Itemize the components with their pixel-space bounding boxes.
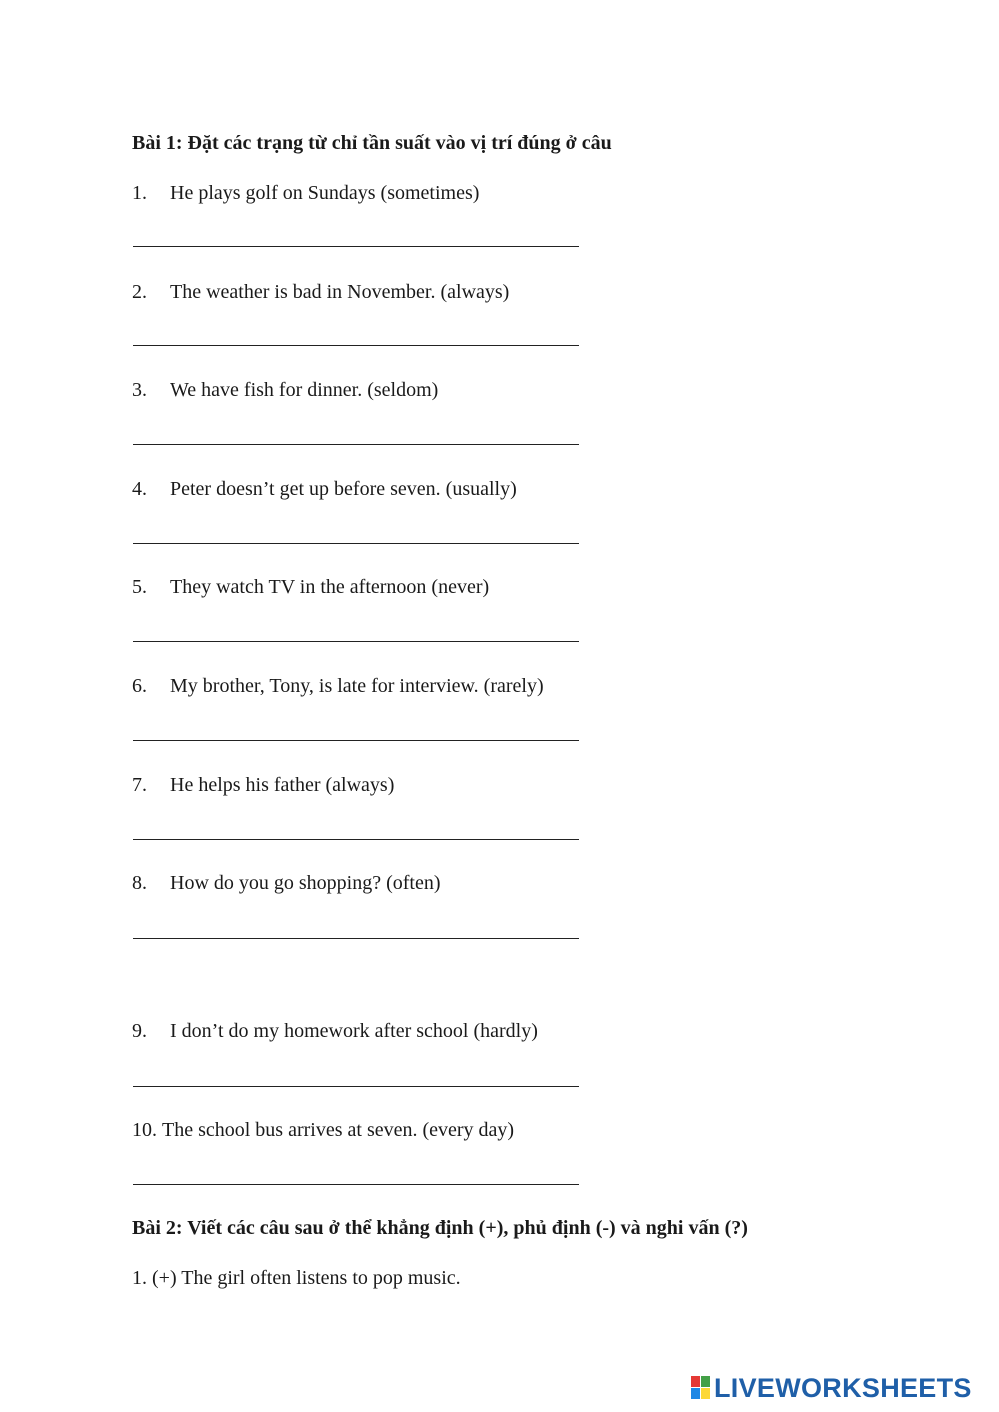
answer-line-10[interactable] — [133, 1184, 579, 1185]
answer-line-9[interactable] — [133, 1086, 579, 1087]
question-text: They watch TV in the afternoon (never) — [170, 576, 490, 598]
question-text: He helps his father (always) — [170, 774, 395, 796]
question-text: Peter doesn’t get up before seven. (usually) — [170, 478, 517, 500]
answer-line-4[interactable] — [133, 543, 579, 544]
question-number: 8. — [132, 872, 147, 894]
question-number: 3. — [132, 379, 147, 401]
answer-line-6[interactable] — [133, 740, 579, 741]
answer-line-1[interactable] — [133, 246, 579, 247]
section2-title: Bài 2: Viết các câu sau ở thể khẳng định (+), phủ định (-) và nghi vấn (?) — [132, 1217, 748, 1239]
question-1 — [132, 181, 479, 205]
question-text: My brother, Tony, is late for interview. (rarely) — [170, 675, 544, 697]
answer-line-2[interactable] — [133, 345, 579, 346]
liveworksheets-logo[interactable] — [691, 1370, 972, 1406]
question-number: 7. — [132, 774, 147, 796]
question-8 — [132, 871, 441, 895]
question-number: 4. — [132, 478, 147, 500]
question-number: 6. — [132, 675, 147, 697]
question-text: The school bus arrives at seven. (every day) — [162, 1119, 515, 1141]
answer-line-8[interactable] — [133, 938, 579, 939]
question-7 — [132, 773, 394, 797]
question-5 — [132, 575, 489, 599]
question-text: I don’t do my homework after school (hardly) — [170, 1020, 538, 1042]
question-6 — [132, 674, 544, 698]
answer-line-7[interactable] — [133, 839, 579, 840]
answer-line-5[interactable] — [133, 641, 579, 642]
question-text: (+) The girl often listens to pop music. — [152, 1267, 461, 1289]
question-9 — [132, 1019, 538, 1043]
question-4 — [132, 477, 517, 501]
liveworksheets-logo-icon — [691, 1376, 711, 1400]
question-number: 1. — [132, 1267, 147, 1289]
question-text: How do you go shopping? (often) — [170, 872, 441, 894]
section1-title: Bài 1: Đặt các trạng từ chỉ tần suất vào vị trí đúng ở câu — [132, 132, 612, 154]
question-text: He plays golf on Sundays (sometimes) — [170, 182, 480, 204]
question-number: 5. — [132, 576, 147, 598]
question-number: 2. — [132, 281, 147, 303]
question-3 — [132, 378, 438, 402]
question-2 — [132, 280, 509, 304]
question-10 — [132, 1118, 514, 1142]
question-text: The weather is bad in November. (always) — [170, 281, 510, 303]
question-number: 10. — [132, 1119, 157, 1141]
section2-question-1 — [132, 1266, 461, 1290]
logo-text: LIVEWORKSHEETS — [714, 1373, 972, 1403]
question-number: 1. — [132, 182, 147, 204]
question-number: 9. — [132, 1020, 147, 1042]
question-text: We have fish for dinner. (seldom) — [170, 379, 439, 401]
answer-line-3[interactable] — [133, 444, 579, 445]
